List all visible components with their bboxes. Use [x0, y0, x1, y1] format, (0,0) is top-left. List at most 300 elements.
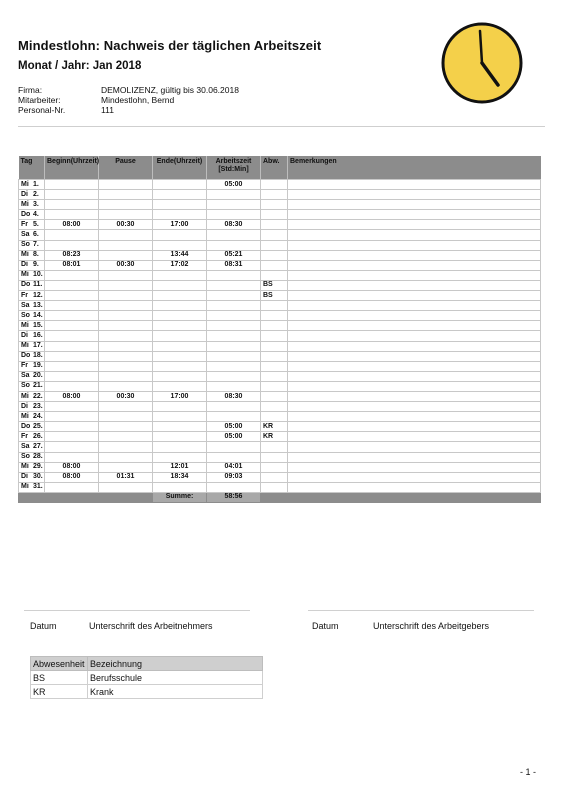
weekday: Do — [21, 422, 31, 430]
hours-cell — [207, 341, 261, 351]
hours-cell — [207, 311, 261, 321]
employee-signature-label: Unterschrift des Arbeitnehmers — [89, 621, 213, 631]
hours-cell — [207, 210, 261, 220]
hours-cell: 09:03 — [207, 472, 261, 482]
end-cell — [153, 341, 207, 351]
legend-description: Krank — [88, 685, 263, 699]
absence-cell — [261, 472, 288, 482]
remarks-cell — [288, 180, 541, 190]
hours-cell — [207, 412, 261, 422]
table-row — [19, 381, 541, 391]
table-row — [19, 361, 541, 371]
day-cell — [19, 180, 45, 190]
weekday: So — [21, 382, 30, 390]
begin-cell: 08:00 — [45, 462, 99, 472]
weekday: So — [21, 453, 30, 461]
day-cell — [19, 220, 45, 230]
begin-cell — [45, 422, 99, 432]
begin-cell — [45, 301, 99, 311]
begin-cell: 08:01 — [45, 260, 99, 270]
legend-row — [31, 685, 263, 699]
begin-cell — [45, 341, 99, 351]
day-number: 29. — [33, 463, 43, 471]
remarks-cell — [288, 341, 541, 351]
absence-cell — [261, 442, 288, 452]
pause-cell — [99, 452, 153, 462]
end-cell — [153, 381, 207, 391]
remarks-cell — [288, 210, 541, 220]
weekday: Do — [21, 281, 31, 289]
weekday: Fr — [21, 220, 28, 228]
hours-cell: 08:30 — [207, 391, 261, 401]
remarks-cell — [288, 361, 541, 371]
hours-cell — [207, 361, 261, 371]
day-number: 19. — [33, 362, 43, 370]
remarks-cell — [288, 311, 541, 321]
absence-legend — [30, 656, 263, 699]
table-row — [19, 270, 541, 280]
table-header — [19, 156, 541, 180]
absence-cell — [261, 180, 288, 190]
begin-cell — [45, 351, 99, 361]
end-cell: 17:02 — [153, 260, 207, 270]
end-cell — [153, 280, 207, 290]
day-cell — [19, 442, 45, 452]
pause-cell — [99, 462, 153, 472]
hours-cell — [207, 482, 261, 492]
hours-cell — [207, 301, 261, 311]
end-cell — [153, 482, 207, 492]
day-cell — [19, 381, 45, 391]
pause-cell — [99, 331, 153, 341]
day-cell — [19, 200, 45, 210]
table-row — [19, 321, 541, 331]
hours-cell — [207, 331, 261, 341]
day-number: 20. — [33, 372, 43, 380]
day-cell — [19, 270, 45, 280]
table-row — [19, 412, 541, 422]
day-cell — [19, 301, 45, 311]
weekday: Fr — [21, 432, 28, 440]
day-number: 3. — [33, 200, 39, 208]
absence-cell — [261, 230, 288, 240]
table-row — [19, 301, 541, 311]
date-label-employee: Datum — [30, 621, 57, 631]
legend-col-absence: Abwesenheit — [31, 657, 88, 671]
weekday: Mi — [21, 412, 29, 420]
begin-cell — [45, 432, 99, 442]
day-cell — [19, 210, 45, 220]
weekday: Fr — [21, 291, 28, 299]
pause-cell — [99, 250, 153, 260]
begin-cell — [45, 402, 99, 412]
table-row — [19, 240, 541, 250]
end-cell: 13:44 — [153, 250, 207, 260]
pause-cell — [99, 432, 153, 442]
begin-cell — [45, 452, 99, 462]
weekday: Mi — [21, 271, 29, 279]
day-cell — [19, 230, 45, 240]
pause-cell: 00:30 — [99, 391, 153, 401]
pause-cell — [99, 361, 153, 371]
table-row — [19, 482, 541, 492]
weekday: Mi — [21, 251, 29, 259]
pause-cell — [99, 180, 153, 190]
page-title: Mindestlohn: Nachweis der täglichen Arbeitszeit — [18, 38, 322, 53]
employee-value: Mindestlohn, Bernd — [101, 95, 175, 105]
end-cell — [153, 331, 207, 341]
day-number: 16. — [33, 331, 43, 339]
time-table — [18, 156, 541, 503]
pause-cell — [99, 311, 153, 321]
absence-cell: KR — [261, 432, 288, 442]
remarks-cell — [288, 301, 541, 311]
day-cell — [19, 341, 45, 351]
begin-cell — [45, 442, 99, 452]
table-row — [19, 391, 541, 401]
weekday: Mi — [21, 321, 29, 329]
legend-code: KR — [31, 685, 88, 699]
remarks-cell — [288, 452, 541, 462]
day-number: 31. — [33, 483, 43, 491]
day-number: 5. — [33, 220, 39, 228]
weekday: Sa — [21, 372, 30, 380]
col-day: Tag — [19, 156, 45, 180]
remarks-cell — [288, 442, 541, 452]
absence-cell — [261, 301, 288, 311]
pause-cell — [99, 240, 153, 250]
begin-cell — [45, 230, 99, 240]
end-cell — [153, 190, 207, 200]
day-number: 30. — [33, 473, 43, 481]
end-cell — [153, 422, 207, 432]
pause-cell — [99, 381, 153, 391]
end-cell — [153, 240, 207, 250]
day-cell — [19, 432, 45, 442]
day-cell — [19, 190, 45, 200]
weekday: So — [21, 311, 30, 319]
absence-cell — [261, 462, 288, 472]
absence-cell — [261, 482, 288, 492]
absence-cell — [261, 190, 288, 200]
col-hours: Arbeitszeit [Std:Min] — [207, 156, 261, 180]
end-cell — [153, 311, 207, 321]
pause-cell — [99, 412, 153, 422]
end-cell — [153, 361, 207, 371]
absence-cell — [261, 381, 288, 391]
absence-cell — [261, 412, 288, 422]
hours-cell: 05:00 — [207, 422, 261, 432]
end-cell — [153, 230, 207, 240]
table-row — [19, 422, 541, 432]
pause-cell — [99, 482, 153, 492]
remarks-cell — [288, 291, 541, 301]
begin-cell — [45, 371, 99, 381]
day-number: 11. — [33, 281, 43, 289]
pause-cell: 01:31 — [99, 472, 153, 482]
table-row — [19, 402, 541, 412]
end-cell — [153, 180, 207, 190]
day-cell — [19, 472, 45, 482]
remarks-cell — [288, 381, 541, 391]
day-number: 9. — [33, 261, 39, 269]
remarks-cell — [288, 250, 541, 260]
remarks-cell — [288, 321, 541, 331]
day-number: 27. — [33, 442, 43, 450]
absence-cell — [261, 452, 288, 462]
table-row — [19, 341, 541, 351]
begin-cell — [45, 361, 99, 371]
day-number: 17. — [33, 342, 43, 350]
clock-icon — [440, 21, 524, 105]
remarks-cell — [288, 240, 541, 250]
day-number: 23. — [33, 402, 43, 410]
pause-cell — [99, 301, 153, 311]
weekday: Mi — [21, 483, 29, 491]
remarks-cell — [288, 432, 541, 442]
pause-cell — [99, 230, 153, 240]
begin-cell: 08:00 — [45, 220, 99, 230]
weekday: Di — [21, 331, 28, 339]
day-number: 22. — [33, 392, 43, 400]
legend-col-description: Bezeichnung — [88, 657, 263, 671]
absence-cell — [261, 402, 288, 412]
col-absence: Abw. — [261, 156, 288, 180]
sum-label: Summe: — [153, 492, 207, 502]
pause-cell — [99, 270, 153, 280]
weekday: Sa — [21, 442, 30, 450]
month-year: Monat / Jahr: Jan 2018 — [18, 60, 142, 72]
weekday: Mi — [21, 200, 29, 208]
personnel-number-value: 111 — [101, 105, 114, 115]
hours-cell — [207, 270, 261, 280]
begin-cell — [45, 291, 99, 301]
hours-cell — [207, 200, 261, 210]
remarks-cell — [288, 200, 541, 210]
hours-cell: 04:01 — [207, 462, 261, 472]
hours-cell: 05:00 — [207, 180, 261, 190]
weekday: Di — [21, 190, 28, 198]
pause-cell — [99, 210, 153, 220]
weekday: Sa — [21, 301, 30, 309]
end-cell — [153, 371, 207, 381]
legend-row — [31, 671, 263, 685]
remarks-cell — [288, 402, 541, 412]
table-row — [19, 230, 541, 240]
weekday: Di — [21, 261, 28, 269]
end-cell — [153, 452, 207, 462]
day-cell — [19, 321, 45, 331]
remarks-cell — [288, 230, 541, 240]
pause-cell — [99, 341, 153, 351]
table-row — [19, 432, 541, 442]
hours-cell: 08:30 — [207, 220, 261, 230]
table-row — [19, 351, 541, 361]
day-cell — [19, 452, 45, 462]
pause-cell — [99, 321, 153, 331]
absence-cell — [261, 361, 288, 371]
begin-cell — [45, 190, 99, 200]
col-remarks: Bemerkungen — [288, 156, 541, 180]
hours-cell — [207, 240, 261, 250]
begin-cell — [45, 280, 99, 290]
col-pause: Pause — [99, 156, 153, 180]
remarks-cell — [288, 351, 541, 361]
remarks-cell — [288, 412, 541, 422]
remarks-cell — [288, 260, 541, 270]
day-cell — [19, 291, 45, 301]
end-cell: 17:00 — [153, 220, 207, 230]
end-cell: 17:00 — [153, 391, 207, 401]
day-cell — [19, 462, 45, 472]
pause-cell — [99, 200, 153, 210]
table-row — [19, 260, 541, 270]
table-row — [19, 462, 541, 472]
pause-cell — [99, 371, 153, 381]
weekday: Mi — [21, 342, 29, 350]
day-cell — [19, 240, 45, 250]
day-cell — [19, 311, 45, 321]
day-cell — [19, 391, 45, 401]
day-number: 12. — [33, 291, 43, 299]
day-cell — [19, 250, 45, 260]
remarks-cell — [288, 391, 541, 401]
table-row — [19, 331, 541, 341]
day-cell — [19, 331, 45, 341]
employee-label: Mitarbeiter: — [18, 95, 61, 105]
hours-cell — [207, 230, 261, 240]
hours-cell: 05:21 — [207, 250, 261, 260]
table-row — [19, 280, 541, 290]
pause-cell — [99, 422, 153, 432]
remarks-cell — [288, 280, 541, 290]
begin-cell — [45, 321, 99, 331]
absence-cell — [261, 351, 288, 361]
day-number: 24. — [33, 412, 43, 420]
col-end: Ende(Uhrzeit) — [153, 156, 207, 180]
end-cell — [153, 291, 207, 301]
employer-signature-label: Unterschrift des Arbeitgebers — [373, 621, 490, 631]
remarks-cell — [288, 371, 541, 381]
day-cell — [19, 280, 45, 290]
table-row — [19, 291, 541, 301]
weekday: Sa — [21, 231, 30, 239]
weekday: Fr — [21, 362, 28, 370]
pause-cell — [99, 442, 153, 452]
absence-cell: KR — [261, 422, 288, 432]
personnel-number-label: Personal-Nr. — [18, 105, 66, 115]
employee-signature-line — [24, 610, 250, 611]
page-number: - 1 - — [520, 767, 537, 777]
date-label-employer: Datum — [312, 621, 339, 631]
end-cell — [153, 210, 207, 220]
table-row — [19, 200, 541, 210]
absence-cell — [261, 240, 288, 250]
pause-cell: 00:30 — [99, 260, 153, 270]
hours-cell — [207, 321, 261, 331]
hours-cell: 05:00 — [207, 432, 261, 442]
company-label: Firma: — [18, 85, 43, 95]
day-number: 28. — [33, 453, 43, 461]
hours-cell — [207, 291, 261, 301]
day-cell — [19, 412, 45, 422]
table-row — [19, 452, 541, 462]
table-row — [19, 250, 541, 260]
table-row — [19, 190, 541, 200]
day-cell — [19, 422, 45, 432]
day-number: 4. — [33, 210, 39, 218]
begin-cell: 08:23 — [45, 250, 99, 260]
remarks-cell — [288, 422, 541, 432]
pause-cell — [99, 402, 153, 412]
hours-cell — [207, 371, 261, 381]
absence-cell — [261, 391, 288, 401]
absence-cell — [261, 200, 288, 210]
day-number: 18. — [33, 352, 43, 360]
hours-cell: 08:31 — [207, 260, 261, 270]
begin-cell — [45, 270, 99, 280]
day-cell — [19, 260, 45, 270]
end-cell — [153, 270, 207, 280]
end-cell — [153, 351, 207, 361]
weekday: Do — [21, 210, 31, 218]
day-number: 8. — [33, 251, 39, 259]
absence-cell — [261, 341, 288, 351]
pause-cell — [99, 190, 153, 200]
weekday: Mi — [21, 180, 29, 188]
remarks-cell — [288, 462, 541, 472]
end-cell — [153, 402, 207, 412]
day-cell — [19, 371, 45, 381]
begin-cell — [45, 482, 99, 492]
day-cell — [19, 361, 45, 371]
remarks-cell — [288, 472, 541, 482]
begin-cell — [45, 331, 99, 341]
day-number: 21. — [33, 382, 43, 390]
sum-row — [19, 492, 541, 502]
table-row — [19, 442, 541, 452]
absence-cell — [261, 250, 288, 260]
legend-code: BS — [31, 671, 88, 685]
weekday: Di — [21, 402, 28, 410]
end-cell — [153, 301, 207, 311]
begin-cell — [45, 180, 99, 190]
end-cell — [153, 412, 207, 422]
absence-cell — [261, 210, 288, 220]
day-number: 25. — [33, 422, 43, 430]
table-row — [19, 371, 541, 381]
table-row — [19, 472, 541, 482]
begin-cell — [45, 412, 99, 422]
day-number: 13. — [33, 301, 43, 309]
absence-cell — [261, 270, 288, 280]
begin-cell: 08:00 — [45, 472, 99, 482]
end-cell — [153, 442, 207, 452]
end-cell — [153, 321, 207, 331]
begin-cell — [45, 381, 99, 391]
remarks-cell — [288, 270, 541, 280]
employer-signature-line — [308, 610, 534, 611]
day-number: 7. — [33, 241, 39, 249]
end-cell: 12:01 — [153, 462, 207, 472]
absence-cell — [261, 260, 288, 270]
hours-cell — [207, 190, 261, 200]
weekday: Do — [21, 352, 31, 360]
pause-cell — [99, 280, 153, 290]
day-cell — [19, 482, 45, 492]
weekday: Di — [21, 473, 28, 481]
begin-cell — [45, 210, 99, 220]
